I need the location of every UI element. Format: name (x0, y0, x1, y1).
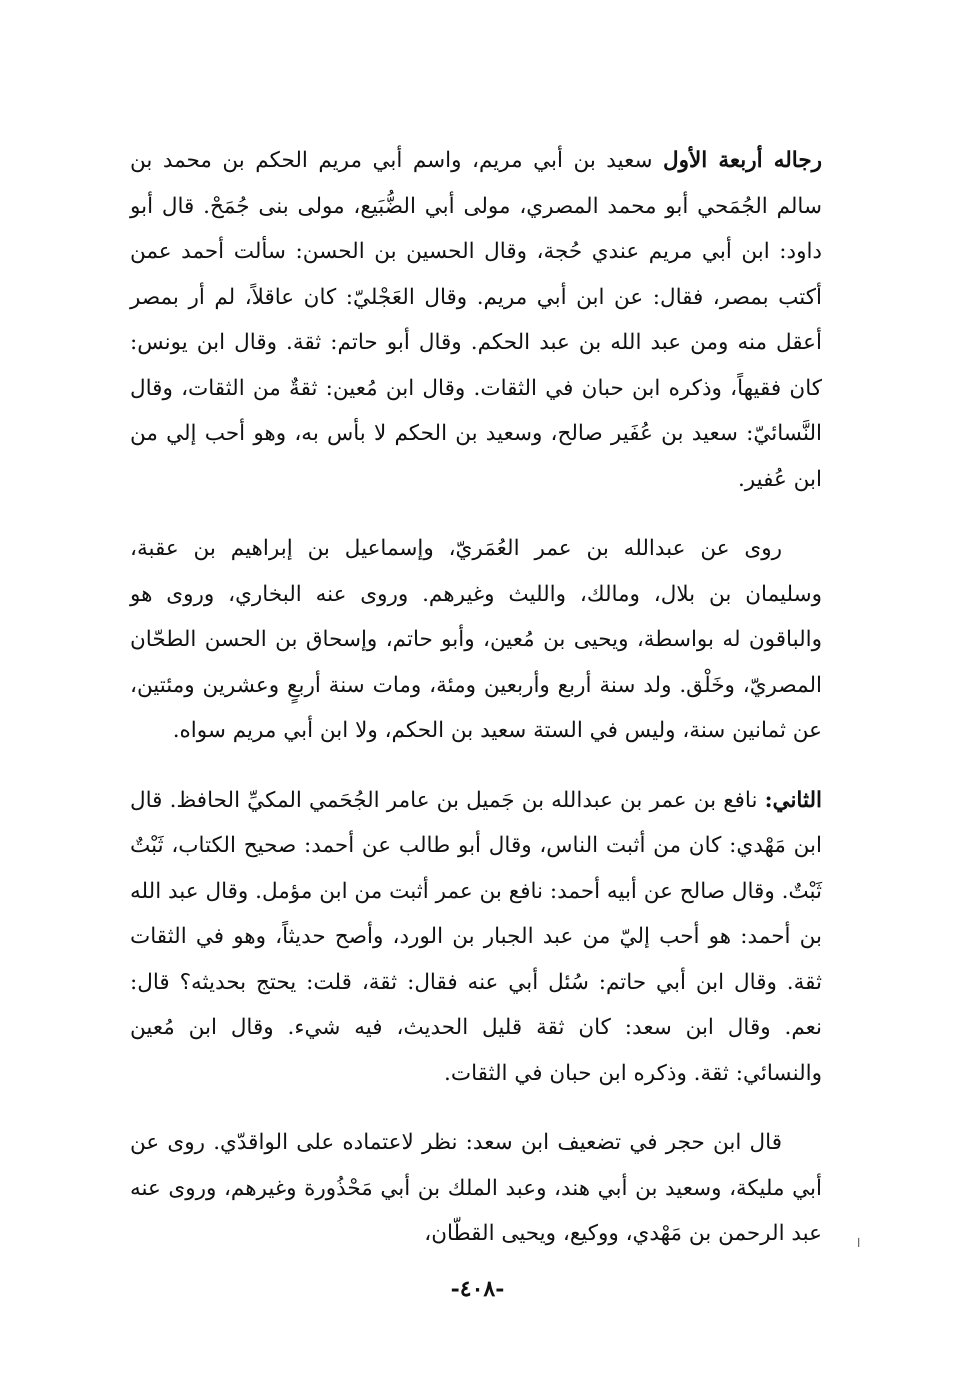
paragraph-narrators-first (130, 138, 822, 502)
paragraph-lead: الثاني: (764, 787, 822, 813)
paragraph-second-narrator (130, 778, 822, 1097)
paragraph-lead: رجاله أربعة الأول (662, 148, 823, 173)
margin-mark: ا (857, 1236, 861, 1250)
page-body (130, 138, 822, 1281)
paragraph-narrated-from (130, 526, 822, 754)
paragraph-text: روى عن عبدالله بن عمر العُمَريّ، وإسماعيل بن إبراهيم بن عقبة، وسليمان بن بلال، ومالك، والليث وغيرهم. وروى عنه البخاري، وروى هو والباقون له بواسطة، ويحيى بن مُعين، وأبو حاتم، وإسحاق بن الحسن الطحّان المصريّ، وخَلْق. ولد سنة أربع وأربعين ومئة، ومات سنة أربعٍ وعشرين ومئتين، عن ثمانين سنة، وليس في الستة سعيد بن الحكم، ولا ابن أبي مريم سواه. (130, 536, 822, 743)
page-number: -٤٠٨- (450, 1276, 505, 1302)
paragraph-text: نافع بن عمر بن عبدالله بن جَميل بن عامر الجُحَمي المكيِّ الحافظ. قال ابن مَهْدي: كان من أثبت الناس، وقال أبو طالب عن أحمد: صحيح الكتاب، ثَبْتٌ ثَبْتٌ. وقال صالح عن أبيه أحمد: نافع بن عمر أثبت من ابن مؤمل. وقال عبد الله بن أحمد: هو أحب إليّ من عبد الجبار بن الورد، وأصح حديثاً، وهو في الثقات ثقة. وقال ابن أبي حاتم: سُئل أبي عنه فقال: ثقة، قلت: يحتج بحديثه؟ قال: نعم. وقال ابن سعد: كان ثقة قليل الحديث، فيه شيء. وقال ابن مُعين والنسائي: ثقة. وذكره ابن حبان في الثقات. (130, 787, 822, 1086)
paragraph-text: سعيد بن أبي مريم، واسم أبي مريم الحكم بن محمد بن سالم الجُمَحي أبو محمد المصري، مولى أبي الضُّبَيع، مولى بنى جُمَحْ. قال أبو داود: ابن أبي مريم عندي حُجة، وقال الحسين بن الحسن: سألت أحمد عمن أكتب بمصر، فقال: عن ابن أبي مريم. وقال العَجْليّ: كان عاقلاً، لم أر بمصر أعقل منه ومن عبد الله بن عبد الحكم. وقال أبو حاتم: ثقة. وقال ابن يونس: كان فقيهاً، وذكره ابن حبان في الثقات. وقال ابن مُعين: ثقةٌ من الثقات، وقال النَّسائيّ: سعيد بن عُفَير صالح، وسعيد بن الحكم لا بأس به، وهو أحب إلي من ابن عُفير. (130, 148, 822, 492)
paragraph-ibn-hajar (130, 1120, 822, 1257)
paragraph-text: قال ابن حجر في تضعيف ابن سعد: نظر لاعتماده على الواقدّي. روى عن أبي مليكة، وسعيد بن أبي هند، وعبد الملك بن أبي مَحْذُورة وغيرهم، وروى عنه عبد الرحمن بن مَهْدي، ووكيع، ويحيى القطّان، (130, 1130, 822, 1246)
